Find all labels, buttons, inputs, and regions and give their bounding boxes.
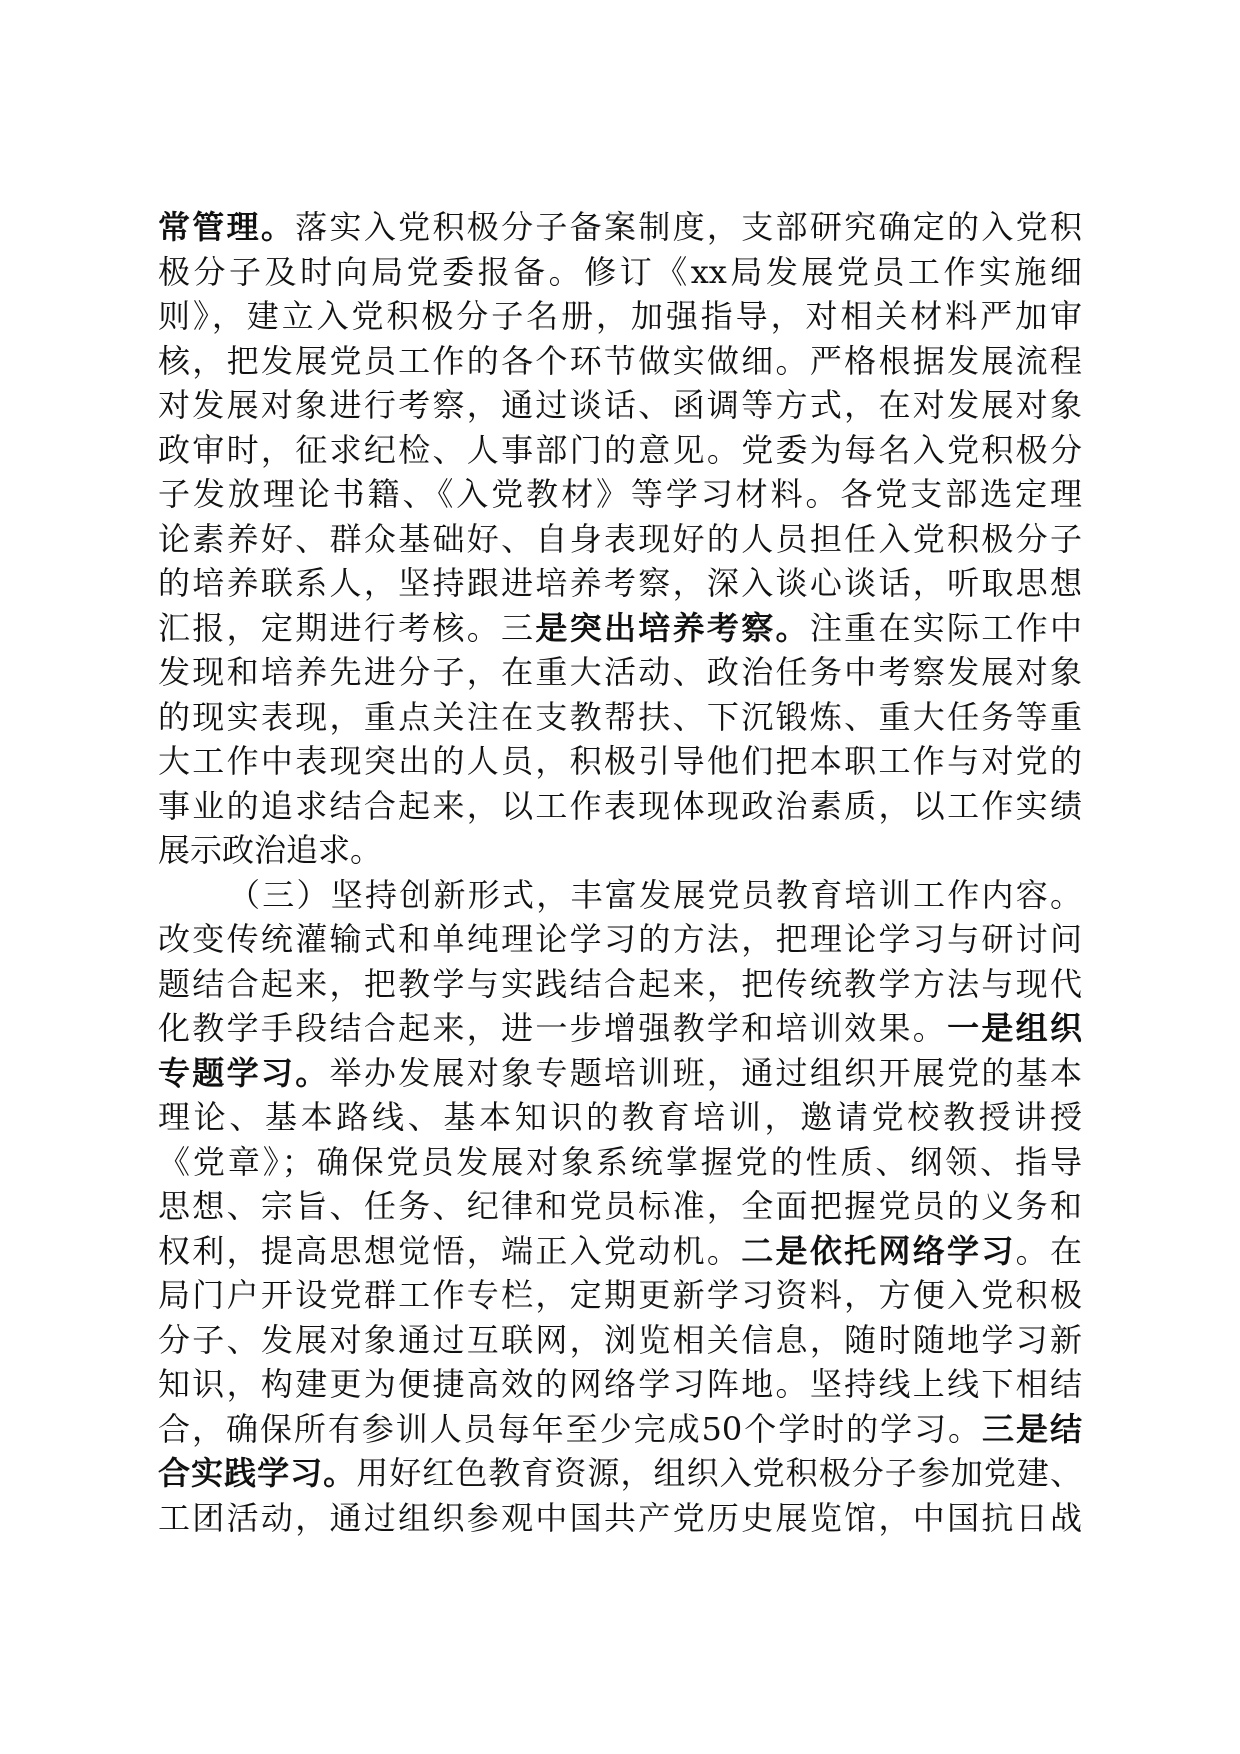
text-line xyxy=(158,1362,1082,1407)
text-line xyxy=(158,873,1082,918)
text-run: 核，把发展党员工作的各个环节做实做细。严格根据发展流程 xyxy=(158,341,1082,380)
text-line xyxy=(158,250,1082,295)
bold-phrase: 常管理。 xyxy=(158,208,296,246)
text-run: 。在 xyxy=(1015,1231,1082,1270)
bold-phrase: 是突出培养考察。 xyxy=(535,608,810,647)
text-line xyxy=(158,1451,1082,1496)
bold-phrase: 专题学习。 xyxy=(158,1053,330,1092)
text-run: 事业的追求结合起来，以工作表现体现政治素质，以工作实绩 xyxy=(158,786,1082,825)
text-line xyxy=(158,1051,1082,1096)
text-run: 用好红色教育资源，组织入党积极分子参加党建、 xyxy=(356,1454,1082,1492)
text-line xyxy=(158,517,1082,562)
text-line xyxy=(158,962,1082,1007)
text-run: 思想、宗旨、任务、纪律和党员标准，全面把握党员的义务和 xyxy=(158,1187,1082,1225)
text-run: 题结合起来，把教学与实践结合起来，把传统教学方法与现代 xyxy=(158,964,1082,1003)
text-line xyxy=(158,650,1082,695)
text-line xyxy=(158,1407,1082,1452)
bold-phrase: 三是结 xyxy=(982,1409,1082,1448)
text-run: 注重在实际工作中 xyxy=(809,608,1082,647)
text-run: 化教学手段结合起来，进一步增强教学和培训效果。 xyxy=(158,1009,948,1047)
text-run: 理论、基本路线、基本知识的教育培训，邀请党校教授讲授 xyxy=(158,1098,1082,1136)
text-run: 极分子及时向局党委报备。修订《xx局发展党员工作实施细 xyxy=(158,252,1082,291)
text-line xyxy=(158,294,1082,339)
text-run: 工团活动，通过组织参观中国共产党历史展览馆，中国抗日战 xyxy=(158,1498,1082,1537)
text-line xyxy=(158,205,1082,250)
text-run: 则》，建立入党积极分子名册，加强指导，对相关材料严加审 xyxy=(158,297,1082,335)
text-run: 子发放理论书籍、《入党教材》等学习材料。各党支部选定理 xyxy=(158,475,1082,513)
text-line xyxy=(158,606,1082,651)
text-line xyxy=(158,1318,1082,1363)
text-line xyxy=(158,383,1082,428)
text-run: 落实入党积极分子备案制度，支部研究确定的入党积 xyxy=(295,208,1082,246)
text-line xyxy=(158,1229,1082,1274)
text-run: 汇报，定期进行考核。三 xyxy=(158,608,536,647)
bold-phrase: 二是依托网络学习 xyxy=(741,1231,1016,1270)
text-line xyxy=(158,695,1082,740)
text-line xyxy=(158,1184,1082,1229)
text-run: 的培养联系人，坚持跟进培养考察，深入谈心谈话，听取思想 xyxy=(158,564,1082,602)
text-run: 的现实表现，重点关注在支教帮扶、下沉锻炼、重大任务等重 xyxy=(158,697,1082,736)
bold-phrase: 合实践学习。 xyxy=(158,1454,357,1492)
text-run: 局门户开设党群工作专栏，定期更新学习资料，方便入党积极 xyxy=(158,1276,1082,1314)
text-run: 发现和培养先进分子，在重大活动、政治任务中考察发展对象 xyxy=(158,653,1082,691)
text-run: 政审时，征求纪检、人事部门的意见。党委为每名入党积极分 xyxy=(158,430,1082,469)
text-line xyxy=(158,1006,1082,1051)
text-line xyxy=(158,472,1082,517)
bold-phrase: 一是组织 xyxy=(947,1009,1082,1047)
text-run: 分子、发展对象通过互联网，浏览相关信息，随时随地学习新 xyxy=(158,1320,1082,1359)
text-line xyxy=(158,1095,1082,1140)
text-line xyxy=(158,917,1082,962)
text-line xyxy=(158,339,1082,384)
text-run: 举办发展对象专题培训班，通过组织开展党的基本 xyxy=(329,1053,1082,1092)
text-run: 展示政治追求。 xyxy=(158,831,383,869)
text-run: 大工作中表现突出的人员，积极引导他们把本职工作与对党的 xyxy=(158,742,1082,780)
text-run: 知识，构建更为便捷高效的网络学习阵地。坚持线上线下相结 xyxy=(158,1365,1082,1403)
text-run: 论素养好、群众基础好、自身表现好的人员担任入党积极分子 xyxy=(158,519,1082,558)
text-run: 对发展对象进行考察，通过谈话、函调等方式，在对发展对象 xyxy=(158,386,1082,424)
text-line xyxy=(158,428,1082,473)
text-run: 《党章》；确保党员发展对象系统掌握党的性质、纲领、指导 xyxy=(158,1142,1082,1181)
text-run: 合，确保所有参训人员每年至少完成50个学时的学习。 xyxy=(158,1409,983,1448)
text-run: 改变传统灌输式和单纯理论学习的方法，把理论学习与研讨问 xyxy=(158,920,1082,958)
body-text xyxy=(158,205,1082,1540)
text-line xyxy=(158,1496,1082,1541)
text-line xyxy=(158,739,1082,784)
text-line xyxy=(158,561,1082,606)
text-line xyxy=(158,1273,1082,1318)
text-line xyxy=(158,1140,1082,1185)
text-line xyxy=(158,784,1082,829)
text-line xyxy=(158,828,1082,873)
text-run: （三）坚持创新形式，丰富发展党员教育培训工作内容。 xyxy=(228,875,1082,914)
text-run: 权利，提高思想觉悟，端正入党动机。 xyxy=(158,1231,742,1270)
